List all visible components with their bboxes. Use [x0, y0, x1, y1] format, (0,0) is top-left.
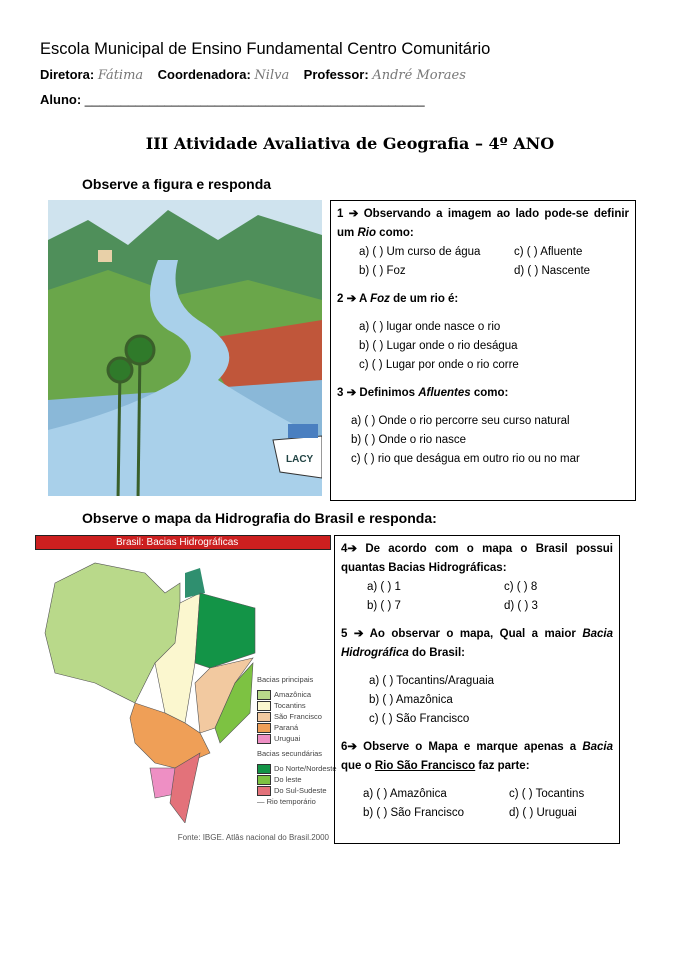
- q4-option-a[interactable]: a) ( ) 1: [367, 581, 401, 593]
- prof-name: André Moraes: [372, 68, 466, 83]
- river-illustration: [48, 200, 322, 496]
- q3-option-c[interactable]: c) ( ) rio que deságua em outro rio ou no mar: [351, 453, 580, 465]
- q1-options-row-1: [337, 243, 629, 262]
- director-name: Fátima: [97, 68, 144, 83]
- legend-item: [257, 723, 343, 733]
- legend-label: Do Sul-Sudeste: [274, 786, 327, 795]
- student-name-field[interactable]: _______________________________________________: [84, 92, 425, 107]
- q4-options-row-2: [341, 597, 613, 616]
- legend-item: [257, 764, 343, 774]
- q4-option-d[interactable]: d) ( ) 3: [504, 600, 538, 612]
- legend-label: Do leste: [274, 775, 302, 784]
- q6-option-b[interactable]: b) ( ) São Francisco: [363, 807, 464, 819]
- legend-label: Tocantins: [274, 701, 306, 710]
- student-line: [40, 92, 425, 107]
- q5-option-a[interactable]: a) ( ) Tocantins/Araguaia: [369, 675, 495, 687]
- q6-option-a[interactable]: a) ( ) Amazônica: [363, 788, 447, 800]
- staff-line: [40, 67, 466, 83]
- q1-options-row-2: [337, 262, 629, 281]
- legend-item: [257, 690, 343, 700]
- legend-item: [257, 712, 343, 722]
- q6-options-row-1: [341, 785, 613, 804]
- legend-secondary-title: Bacias secundárias: [257, 749, 323, 758]
- legend-item: [257, 786, 343, 796]
- q6-option-c[interactable]: c) ( ) Tocantins: [509, 788, 585, 800]
- q5-option-c[interactable]: c) ( ) São Francisco: [369, 713, 470, 725]
- legend-swatch: [257, 690, 271, 700]
- prof-label: Professor:: [303, 67, 369, 82]
- map-title: Brasil: Bacias Hidrográficas: [35, 535, 331, 550]
- brazil-map-shape: [35, 553, 257, 823]
- q2-option-b[interactable]: b) ( ) Lugar onde o rio deságua: [359, 340, 518, 352]
- director-label: Diretora:: [40, 67, 95, 82]
- legend-swatch: [257, 723, 271, 733]
- q6-option-d[interactable]: d) ( ) Uruguai: [509, 807, 577, 819]
- legend-swatch: [257, 712, 271, 722]
- coord-label: Coordenadora:: [157, 67, 251, 82]
- questions-box-2: [334, 535, 620, 844]
- page-title: III Atividade Avaliativa de Geografia – 4º ANO: [145, 134, 555, 153]
- question-4: 4➔ De acordo com o mapa o Brasil possui quantas Bacias Hidrográficas:: [341, 543, 613, 574]
- question-1: 1 ➔ Observando a imagem ao lado pode-se definir um Rio como:: [337, 208, 630, 239]
- question-3: 3 ➔ Definimos Afluentes como:: [337, 387, 509, 399]
- legend-item: [257, 701, 343, 711]
- map-legend: [257, 675, 343, 807]
- coord-name: Nilva: [254, 68, 290, 83]
- map-source: Fonte: IBGE. Atlâs nacional do Brasil.2000: [177, 833, 329, 842]
- legend-swatch: [257, 764, 271, 774]
- q1-option-a[interactable]: a) ( ) Um curso de água: [359, 246, 481, 258]
- legend-swatch: [257, 701, 271, 711]
- legend-label: Amazônica: [274, 690, 312, 699]
- question-5: 5 ➔ Ao observar o mapa, Qual a maior Bacia Hidrográfica do Brasil:: [341, 628, 614, 659]
- questions-box-1: [330, 200, 636, 501]
- legend-item-temporary-river: — Rio temporário: [257, 797, 316, 806]
- legend-item: [257, 734, 343, 744]
- q4-option-b[interactable]: b) ( ) 7: [367, 600, 401, 612]
- q3-option-b[interactable]: b) ( ) Onde o rio nasce: [351, 434, 467, 446]
- student-label: Aluno:: [40, 92, 82, 107]
- q1-option-b[interactable]: b) ( ) Foz: [359, 265, 406, 277]
- legend-main-title: Bacias principais: [257, 675, 314, 684]
- legend-label: Do Norte/Nordeste: [274, 764, 337, 773]
- legend-label: Paraná: [274, 723, 299, 732]
- q4-options-row-1: [341, 578, 613, 597]
- q2-option-c[interactable]: c) ( ) Lugar por onde o rio corre: [359, 359, 519, 371]
- section-heading-1: Observe a figura e responda: [82, 176, 272, 192]
- brazil-basins-map: [35, 535, 337, 847]
- q5-option-b[interactable]: b) ( ) Amazônica: [369, 694, 453, 706]
- q6-options-row-2: [341, 804, 613, 823]
- legend-label: Uruguai: [274, 734, 301, 743]
- question-6: 6➔ Observe o Mapa e marque apenas a Bacia que o Rio São Francisco faz parte:: [341, 741, 613, 772]
- q3-option-a[interactable]: a) ( ) Onde o rio percorre seu curso natural: [351, 415, 570, 427]
- legend-swatch: [257, 786, 271, 796]
- q4-option-c[interactable]: c) ( ) 8: [504, 581, 538, 593]
- boat-label: LACY: [286, 454, 314, 465]
- legend-swatch: [257, 775, 271, 785]
- school-name: Escola Municipal de Ensino Fundamental Centro Comunitário: [40, 40, 491, 58]
- legend-label: São Francisco: [274, 712, 322, 721]
- q1-option-c[interactable]: c) ( ) Afluente: [514, 246, 583, 258]
- q1-option-d[interactable]: d) ( ) Nascente: [514, 265, 591, 277]
- q2-option-a[interactable]: a) ( ) lugar onde nasce o rio: [359, 321, 501, 333]
- legend-item: [257, 775, 343, 785]
- legend-swatch: [257, 734, 271, 744]
- question-2: 2 ➔ A Foz de um rio é:: [337, 293, 459, 305]
- section-heading-2: Observe o mapa da Hidrografia do Brasil e responda:: [82, 510, 437, 526]
